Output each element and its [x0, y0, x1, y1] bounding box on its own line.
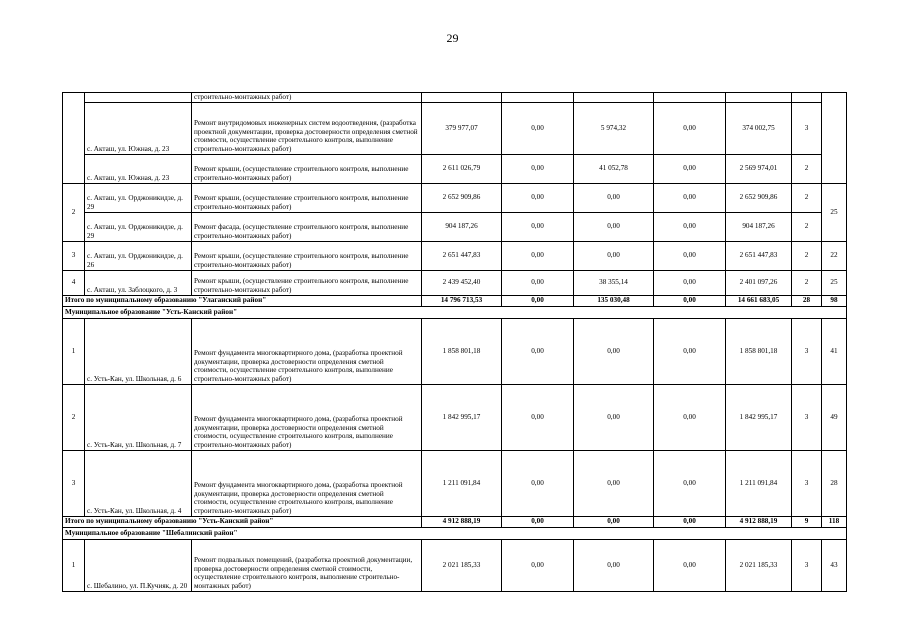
section-header: Муниципальное образование "Шебалинский район" — [63, 527, 847, 539]
count-cell: 3 — [792, 450, 822, 516]
apartments-cell: 25 — [822, 183, 847, 241]
amount-fund: 0,00 — [502, 450, 574, 516]
amount-owners: 374 002,75 — [726, 102, 792, 154]
amount-local: 0,00 — [654, 183, 726, 212]
table-row — [63, 212, 847, 241]
work-description: строительно-монтажных работ) — [192, 93, 422, 103]
amount-local: 0,00 — [654, 102, 726, 154]
work-description: Ремонт фундамента многоквартирного дома, (разработка проектной документации, проверка достоверности определения сметной стоимости, осуществление строительного контроля, выполнение строительно-монтажных работ) — [192, 384, 422, 450]
amount-total: 2 021 185,33 — [422, 539, 502, 591]
amount-local: 0,00 — [654, 450, 726, 516]
amount-owners: 1 842 995,17 — [726, 384, 792, 450]
amount-total: 2 439 452,40 — [422, 270, 502, 295]
amount-total: 904 187,26 — [422, 212, 502, 241]
amount-budget: 0,00 — [574, 450, 654, 516]
total-label: Итого по муниципальному образованию "Улаганский район" — [63, 295, 422, 306]
amount-owners: 1 858 801,18 — [726, 318, 792, 384]
address-cell: с. Акташ, ул. Орджоникидзе, д. 26 — [85, 241, 192, 270]
amount-budget: 5 974,32 — [574, 102, 654, 154]
total-count: 9 — [792, 516, 822, 527]
row-number: 3 — [63, 241, 85, 270]
amount-fund: 0,00 — [502, 241, 574, 270]
amount-total: 2 611 026,79 — [422, 154, 502, 183]
section-header-row — [63, 306, 847, 318]
count-cell: 3 — [792, 384, 822, 450]
amount-total: 2 651 447,83 — [422, 241, 502, 270]
table-row — [63, 450, 847, 516]
amount-fund: 0,00 — [502, 539, 574, 591]
table-row — [63, 102, 847, 154]
table-row — [63, 384, 847, 450]
row-number: 4 — [63, 270, 85, 295]
count-cell: 2 — [792, 212, 822, 241]
total-amount: 4 912 888,19 — [422, 516, 502, 527]
amount-budget: 38 355,14 — [574, 270, 654, 295]
address-cell: с. Усть-Кан, ул. Школьная, д. 7 — [85, 384, 192, 450]
amount-owners: 2 569 974,01 — [726, 154, 792, 183]
amount-local: 0,00 — [654, 539, 726, 591]
table-row — [63, 183, 847, 212]
count-cell: 2 — [792, 154, 822, 183]
apartments-cell: 28 — [822, 450, 847, 516]
amount-budget: 0,00 — [574, 212, 654, 241]
row-number: 2 — [63, 384, 85, 450]
amount-local: 0,00 — [654, 318, 726, 384]
amount-budget: 0,00 — [574, 384, 654, 450]
amount-owners: 2 021 185,33 — [726, 539, 792, 591]
table-row — [63, 318, 847, 384]
row-number: 2 — [63, 183, 85, 241]
amount-budget: 41 052,78 — [574, 154, 654, 183]
work-description: Ремонт внутридомовых инженерных систем водоотведения, (разработка проектной документации, проверка достоверности определения сметной стоимости, осуществление строительного контроля, выполнение строительно-монтажных работ) — [192, 102, 422, 154]
amount-fund: 0,00 — [502, 212, 574, 241]
amount-total: 379 977,07 — [422, 102, 502, 154]
table-row — [63, 154, 847, 183]
address-cell: с. Акташ, ул. Южная, д. 23 — [85, 154, 192, 183]
total-fund: 0,00 — [502, 295, 574, 306]
total-budget: 135 030,48 — [574, 295, 654, 306]
amount-local: 0,00 — [654, 384, 726, 450]
table-row — [63, 270, 847, 295]
page-number: 29 — [446, 31, 459, 45]
capital-repair-table — [62, 92, 847, 592]
amount-owners: 2 651 447,83 — [726, 241, 792, 270]
amount-fund: 0,00 — [502, 384, 574, 450]
amount-local: 0,00 — [654, 212, 726, 241]
apartments-cell: 43 — [822, 539, 847, 591]
table-row — [63, 241, 847, 270]
count-cell: 3 — [792, 102, 822, 154]
address-cell: с. Усть-Кан, ул. Школьная, д. 6 — [85, 318, 192, 384]
address-cell: с. Акташ, ул. Заблоцкого, д. 3 — [85, 270, 192, 295]
work-description: Ремонт крыши, (осуществление строительного контроля, выполнение строительно-монтажных работ) — [192, 154, 422, 183]
amount-budget: 0,00 — [574, 539, 654, 591]
count-cell: 2 — [792, 183, 822, 212]
address-cell: с. Шебалино, ул. П.Кучияк, д. 20 — [85, 539, 192, 591]
apartments-cell: 22 — [822, 241, 847, 270]
work-description: Ремонт крыши, (осуществление строительного контроля, выполнение строительно-монтажных работ) — [192, 241, 422, 270]
apartments-cell: 41 — [822, 318, 847, 384]
address-cell: с. Акташ, ул. Орджоникидзе, д. 29 — [85, 212, 192, 241]
amount-budget: 0,00 — [574, 183, 654, 212]
work-description: Ремонт крыши, (осуществление строительного контроля, выполнение строительно-монтажных работ) — [192, 270, 422, 295]
amount-fund: 0,00 — [502, 154, 574, 183]
count-cell: 3 — [792, 539, 822, 591]
row-number: 3 — [63, 450, 85, 516]
count-cell: 2 — [792, 241, 822, 270]
work-description: Ремонт подвальных помещений, (разработка проектной документации, проверка достоверности определения сметной стоимости, осуществление строительного контроля, выполнение строительно-монтажных работ) — [192, 539, 422, 591]
amount-fund: 0,00 — [502, 318, 574, 384]
amount-owners: 1 211 091,84 — [726, 450, 792, 516]
work-description: Ремонт фасада, (осуществление строительного контроля, выполнение строительно-монтажных работ) — [192, 212, 422, 241]
amount-owners: 2 652 909,86 — [726, 183, 792, 212]
amount-budget: 0,00 — [574, 318, 654, 384]
amount-total: 1 858 801,18 — [422, 318, 502, 384]
work-description: Ремонт фундамента многоквартирного дома, (разработка проектной документации, проверка достоверности определения сметной стоимости, осуществление строительного контроля, выполнение строительно-монтажных работ) — [192, 318, 422, 384]
count-cell: 2 — [792, 270, 822, 295]
work-description: Ремонт крыши, (осуществление строительного контроля, выполнение строительно-монтажных работ) — [192, 183, 422, 212]
row-number: 1 — [63, 318, 85, 384]
total-local: 0,00 — [654, 516, 726, 527]
total-amount: 14 796 713,53 — [422, 295, 502, 306]
table-row — [63, 539, 847, 591]
total-owners: 14 661 683,05 — [726, 295, 792, 306]
amount-fund: 0,00 — [502, 183, 574, 212]
amount-local: 0,00 — [654, 154, 726, 183]
row-number: 1 — [63, 539, 85, 591]
total-local: 0,00 — [654, 295, 726, 306]
total-apartments: 118 — [822, 516, 847, 527]
amount-total: 1 211 091,84 — [422, 450, 502, 516]
total-row — [63, 295, 847, 306]
amount-fund: 0,00 — [502, 270, 574, 295]
total-fund: 0,00 — [502, 516, 574, 527]
section-header: Муниципальное образование "Усть-Канский район" — [63, 306, 847, 318]
section-header-row — [63, 527, 847, 539]
amount-local: 0,00 — [654, 270, 726, 295]
apartments-cell: 25 — [822, 270, 847, 295]
address-cell: с. Акташ, ул. Орджоникидзе, д. 29 — [85, 183, 192, 212]
amount-fund: 0,00 — [502, 102, 574, 154]
total-label: Итого по муниципальному образованию "Усть-Канский район" — [63, 516, 422, 527]
total-budget: 0,00 — [574, 516, 654, 527]
address-cell: с. Акташ, ул. Южная, д. 23 — [85, 102, 192, 154]
amount-owners: 904 187,26 — [726, 212, 792, 241]
amount-budget: 0,00 — [574, 241, 654, 270]
work-description: Ремонт фундамента многоквартирного дома, (разработка проектной документации, проверка достоверности определения сметной стоимости, осуществление строительного контроля, выполнение строительно-монтажных работ) — [192, 450, 422, 516]
apartments-cell: 49 — [822, 384, 847, 450]
total-owners: 4 912 888,19 — [726, 516, 792, 527]
total-row — [63, 516, 847, 527]
amount-total: 2 652 909,86 — [422, 183, 502, 212]
total-apartments: 98 — [822, 295, 847, 306]
amount-local: 0,00 — [654, 241, 726, 270]
amount-owners: 2 401 097,26 — [726, 270, 792, 295]
table-row — [63, 93, 847, 103]
total-count: 28 — [792, 295, 822, 306]
count-cell: 3 — [792, 318, 822, 384]
amount-total: 1 842 995,17 — [422, 384, 502, 450]
address-cell: с. Усть-Кан, ул. Школьная, д. 4 — [85, 450, 192, 516]
